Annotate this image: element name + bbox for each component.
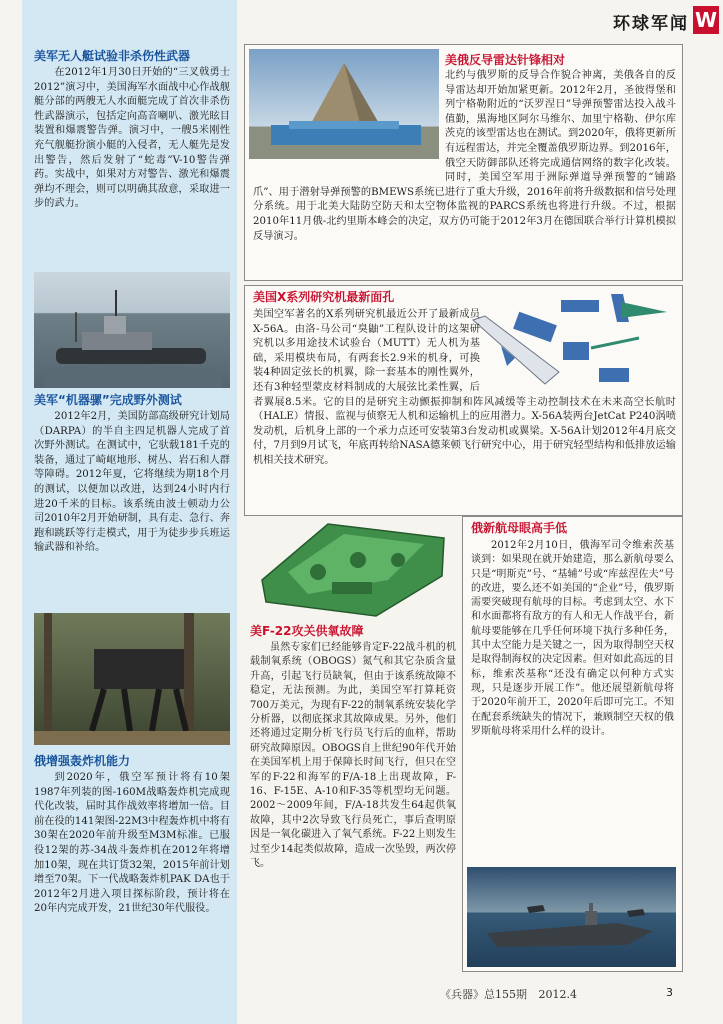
issue-date: 2012.4: [538, 988, 577, 1001]
article-body: 在2012年1月30日开始的“三叉戟勇士2012”演习中，美国海军水面战中心作战舰艇分部的两艘无人水面艇完成了首次非杀伤性武器演示，包括定向高音喇叭、激光眩目装置和爆震警告弹。演习中，一艘5米刚性充气舰艇扮演小艇的入侵者，无人艇先是发出警告，然后发射了“蛇毒”V-10警告弹药。实战中，如果对方对警告、激光和爆震弹均不理会，则可以明确其敌意，采取进一步的武力。: [34, 67, 230, 210]
footer-magazine: [440, 986, 577, 1002]
article-title: 俄增强轰炸机能力: [34, 754, 131, 768]
article-body: 虽然专家们已经能够肯定F-22战斗机的机载制氧系统（OBOGS）氮气和其它杂质含量升高，引起飞行员缺氧，但由于该系统故障不稳定，无法预测。为此，美国空军打算耗资700万美元，为现有F-22的制氧系统安装化学分析器，以彻底探求其故障成果。另外，他们还将通过定期分析飞行员飞行后的血样，帮助研究故障原因。OBOGS自上世纪90年代开始在美国军机上用于保障长时间飞行，但只在空军的F-22和海军的F/A-18上出现故障，F-16、F-15E、A-10和F-35等机型均无问题。2002～2009年间，F/A-18共发生64起供氧故障，其中2次导致飞行员死亡，事后查明原因是一氧化碳进入了氧气系统。F-22上则发生过至少14起类似故障，造成一次坠毁，两次停飞。: [250, 642, 456, 870]
radar-title-area: [445, 53, 675, 70]
article-f22: [250, 624, 456, 991]
obogs-illustration: [248, 520, 452, 620]
masthead: [523, 6, 723, 34]
radar-body-text: 北约与俄罗斯的反导合作貌合神离，美俄各自的反导雷达却开始加紧更新。2012年2月，圣彼得堡和列宁格勒附近的“沃罗涅日”导弹预警雷达投入战斗值勤，黑海地区阿尔马维尔、加里宁格勒、伊尔库茨克的该型雷达也在测试。到2020年，俄将更新所有远程雷达，并完全覆盖俄罗斯边界。到2016年，俄空天防御部队还将完成通信网络的数字化改装。同时，美国空军用于洲际弹道导弹预警的“铺路爪”、用于潜射导弹预警的BMEWS系统已进行了重大升级，2016年前将升级数据和信号处理分系统。用于北美大陆防空防天和太空物体监视的PARCS系统也将进行升级。不过，根据2010年11月俄-北约里斯本峰会的决定，双方仍可能于2012年3月在德国联合举行计算机模拟反导演习。: [253, 70, 676, 242]
usv-boat-icon: [34, 272, 230, 388]
carrier-photo: [467, 867, 676, 967]
float-spacer: [253, 69, 445, 173]
x56-body-text: 美国空军著名的X系列研究机最近公开了最新成员X-56A。由洛-马公司“臭鼬”工程队设计的这架研究机以多用途技术试验台（MUTT）无人机为基础，采用模块布局，有两套长2.9米的机身，可换装4种固定弦长的机翼，除一套基本的刚性翼外，还有3种轻型蒙皮材料制成的大展弦比柔性翼，后者翼展8.5米。它的目的是研究主动颤振抑制和阵风减缓等主动控制技术在未来高空长航时（HALE）情报、监视与侦察无人机和运输机上的应用潜力。X-56A装两台JetCat P240涡喷发动机，后机身上部的一个承力点还可安装第3台发动机或翼梁。X-56A计划2012年4月底交付，7月到9月试飞，年底再转给NASA德莱顿飞行研究中心，用于研究轻型结构和低排放运输机相关技术研究。: [253, 309, 676, 466]
box-carrier: [462, 516, 683, 972]
article-title: 美军“机器骡”完成野外测试: [34, 393, 182, 407]
carrier-title-area: [471, 521, 676, 538]
aircraft-carrier-icon: [467, 867, 676, 967]
article-mule: [34, 393, 230, 608]
robot-mule-icon: [34, 613, 230, 745]
article-title: 美国X系列研究机最新面孔: [253, 290, 395, 304]
page-number: 3: [666, 986, 673, 999]
article-body: 2012年2月10日，俄海军司令维索茨基谈到：如果现在就开始建造，那么新航母要么只是“明斯克”号、“基辅”号或“库兹涅佐夫”号的改进，要么还不如美国的“企业”号，俄罗斯需要突破现有航母的目标。考虑到太空、水下和水面都将有敌方的有人和无人作战平台，新航母要能够在几乎任何环境下执行多种任务，其中太空能力是关键之一，因为取得制空天权是取得制海权的决定因素。但对如此高远的目标，维索茨基称“还没有确定以何种方式实现，只是逐步开展工作”。他还展望新航母将于2020年前开工，2020年后即可完工。不知在配套系统缺失的情况下，兼顾制空天权的俄罗斯航母将采用什么样的设计。: [471, 540, 674, 737]
article-title: 美军无人艇试验非杀伤性武器: [34, 49, 191, 63]
article-body: 2012年2月，美国防部高级研究计划局（DARPA）的半自主四足机器人完成了首次野外测试。在测试中，它驮载181千克的装备，通过了崎岖地形、树丛、岩石和人群等障碍。2012年夏，它将继续为期18个月的测试，以便加以改进，达到24小时内行进20千米的目标。该系统由波士顿动力公司2010年2月开始研制，具有走、急行、奔跑和跳跃等行走模式，用于为徒步步兵班运输武器和补给。: [34, 411, 230, 554]
box-radar: [244, 44, 683, 281]
article-body: 到2020年，俄空军预计将有10架1987年列装的图-160M战略轰炸机完成现代化改装，届时其作战效率将增加一倍。目前在役的141架图-22M3中程轰炸机中将有30架在2020年前升级至M3M标准。已服役12架的苏-34战斗轰炸机在2012年将增加10架，现在共订货32架，2015年前计划增至70架。下一代战略轰炸机PAK DA也于2012年2月进入项目探标阶段，预计将在20年内完成开发，21世纪30年代服役。: [34, 772, 230, 915]
article-body: [253, 69, 676, 277]
x56-title-area: [253, 290, 493, 307]
float-spacer: [480, 308, 676, 394]
article-title: 俄新航母眼高手低: [471, 521, 568, 535]
article-title: 美F-22攻关供氧故障: [250, 624, 364, 638]
column-title: 环球军闻: [613, 14, 689, 34]
robot-mule-photo: [34, 613, 230, 745]
usv-photo: [34, 272, 230, 388]
box-x56: [244, 285, 683, 516]
article-usv: [34, 49, 230, 264]
oxygen-system-icon: [248, 520, 452, 620]
article-body: [253, 308, 676, 513]
left-column: [22, 0, 237, 1024]
article-bomber: [34, 754, 230, 981]
magazine-issue: 《兵器》总155期: [440, 988, 527, 1001]
column-badge: W: [694, 8, 718, 32]
article-title: 美俄反导雷达针锋相对: [445, 53, 566, 67]
